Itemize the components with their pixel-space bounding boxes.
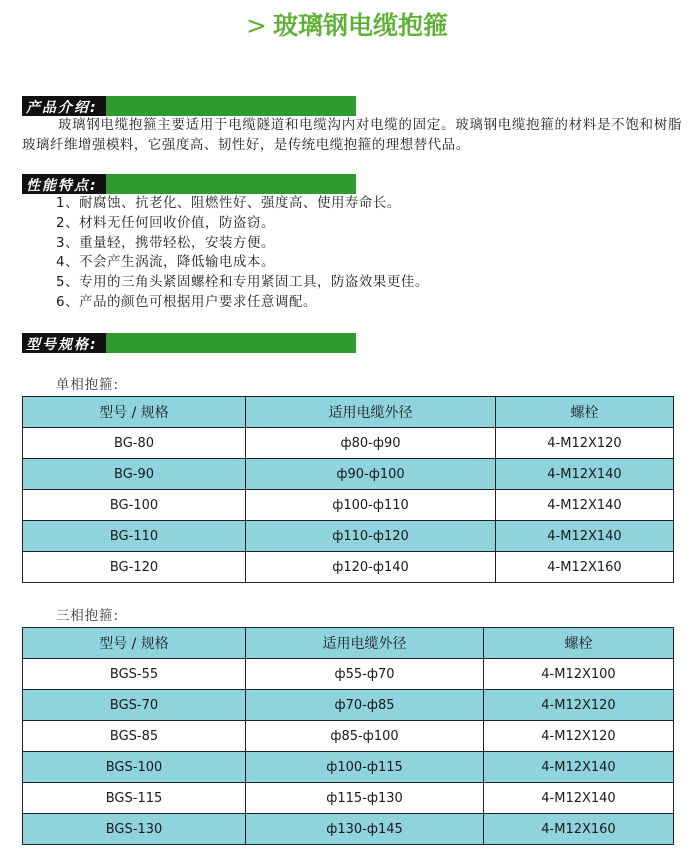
cell-diameter: ф115-ф130: [246, 783, 484, 814]
column-header-diameter: 适用电缆外径: [246, 397, 496, 428]
cell-model: BG-90: [23, 459, 246, 490]
cell-model: BGS-70: [23, 690, 246, 721]
single-phase-caption: 单相抱箍:: [56, 378, 120, 393]
table-row: [23, 752, 674, 783]
feature-item: 1、耐腐蚀、抗老化、阻燃性好、强度高、使用寿命长。: [56, 196, 401, 211]
cell-model: BG-110: [23, 521, 246, 552]
cell-bolt: 4-M12X140: [484, 783, 674, 814]
column-header-model: 型号 / 规格: [23, 397, 246, 428]
table-row: [23, 659, 674, 690]
cell-diameter: ф100-ф115: [246, 752, 484, 783]
table-row: [23, 690, 674, 721]
cell-model: BG-120: [23, 552, 246, 583]
cell-bolt: 4-M12X120: [484, 721, 674, 752]
cell-bolt: 4-M12X140: [484, 752, 674, 783]
feature-item: 2、材料无任何回收价值，防盗窃。: [56, 215, 275, 231]
cell-model: BGS-130: [23, 814, 246, 845]
table-row: [23, 428, 674, 459]
cell-diameter: ф85-ф100: [246, 721, 484, 752]
table-row: [23, 814, 674, 845]
feature-list: [56, 194, 429, 313]
three-phase-table: [22, 627, 674, 845]
cell-model: BG-80: [23, 428, 246, 459]
cell-bolt: 4-M12X160: [484, 814, 674, 845]
page-title: [246, 6, 448, 42]
cell-diameter: ф120-ф140: [246, 552, 496, 583]
cell-model: BGS-115: [23, 783, 246, 814]
cell-diameter: ф130-ф145: [246, 814, 484, 845]
cell-diameter: ф55-ф70: [246, 659, 484, 690]
cell-diameter: ф100-ф110: [246, 490, 496, 521]
table-row: [23, 552, 674, 583]
cell-bolt: 4-M12X100: [484, 659, 674, 690]
intro-paragraph: 玻璃钢电缆抱箍主要适用于电缆隧道和电缆沟内对电缆的固定。玻璃钢电缆抱箍的材料是不饱和树脂玻璃纤维增强模料，它强度高、韧性好，是传统电缆抱箍的理想替代品。: [22, 118, 682, 153]
column-header-diameter: 适用电缆外径: [246, 628, 484, 659]
cell-diameter: ф110-ф120: [246, 521, 496, 552]
header-green-bar: [106, 174, 356, 194]
cell-bolt: 4-M12X140: [496, 490, 674, 521]
column-header-model: 型号 / 规格: [23, 628, 246, 659]
section-label-intro: 产品介绍:: [26, 100, 98, 116]
section-header-intro: [22, 96, 356, 116]
table-row: [23, 721, 674, 752]
three-phase-caption: 三相抱箍:: [56, 609, 120, 624]
feature-item: 4、不会产生涡流，降低输电成本。: [56, 255, 275, 271]
section-label-specs: 型号规格:: [26, 337, 98, 353]
section-header-features: [22, 174, 356, 194]
page-title-text: 玻璃钢电缆抱箍: [272, 11, 448, 40]
column-header-bolt: 螺栓: [484, 628, 674, 659]
header-green-bar: [106, 333, 356, 353]
cell-model: BGS-100: [23, 752, 246, 783]
table-row: [23, 459, 674, 490]
table-row: [23, 783, 674, 814]
cell-diameter: ф70-ф85: [246, 690, 484, 721]
section-header-specs: [22, 333, 356, 353]
section-label-features: 性能特点:: [26, 178, 98, 194]
feature-item: 3、重量轻，携带轻松，安装方便。: [56, 235, 275, 251]
cell-bolt: 4-M12X120: [496, 428, 674, 459]
header-green-bar: [106, 96, 356, 116]
cell-bolt: 4-M12X140: [496, 459, 674, 490]
cell-model: BGS-55: [23, 659, 246, 690]
cell-bolt: 4-M12X140: [496, 521, 674, 552]
table-row: [23, 521, 674, 552]
cell-diameter: ф80-ф90: [246, 428, 496, 459]
cell-bolt: 4-M12X160: [496, 552, 674, 583]
single-phase-table: [22, 396, 674, 583]
cell-bolt: 4-M12X120: [484, 690, 674, 721]
arrow-icon: >: [246, 11, 267, 40]
cell-model: BGS-85: [23, 721, 246, 752]
table-header-row: [23, 628, 674, 659]
table-row: [23, 490, 674, 521]
table-header-row: [23, 397, 674, 428]
feature-item: 5、专用的三角头紧固螺栓和专用紧固工具，防盗效果更佳。: [56, 275, 429, 291]
feature-item: 6、产品的颜色可根据用户要求任意调配。: [56, 294, 317, 310]
cell-model: BG-100: [23, 490, 246, 521]
cell-diameter: ф90-ф100: [246, 459, 496, 490]
column-header-bolt: 螺栓: [496, 397, 674, 428]
